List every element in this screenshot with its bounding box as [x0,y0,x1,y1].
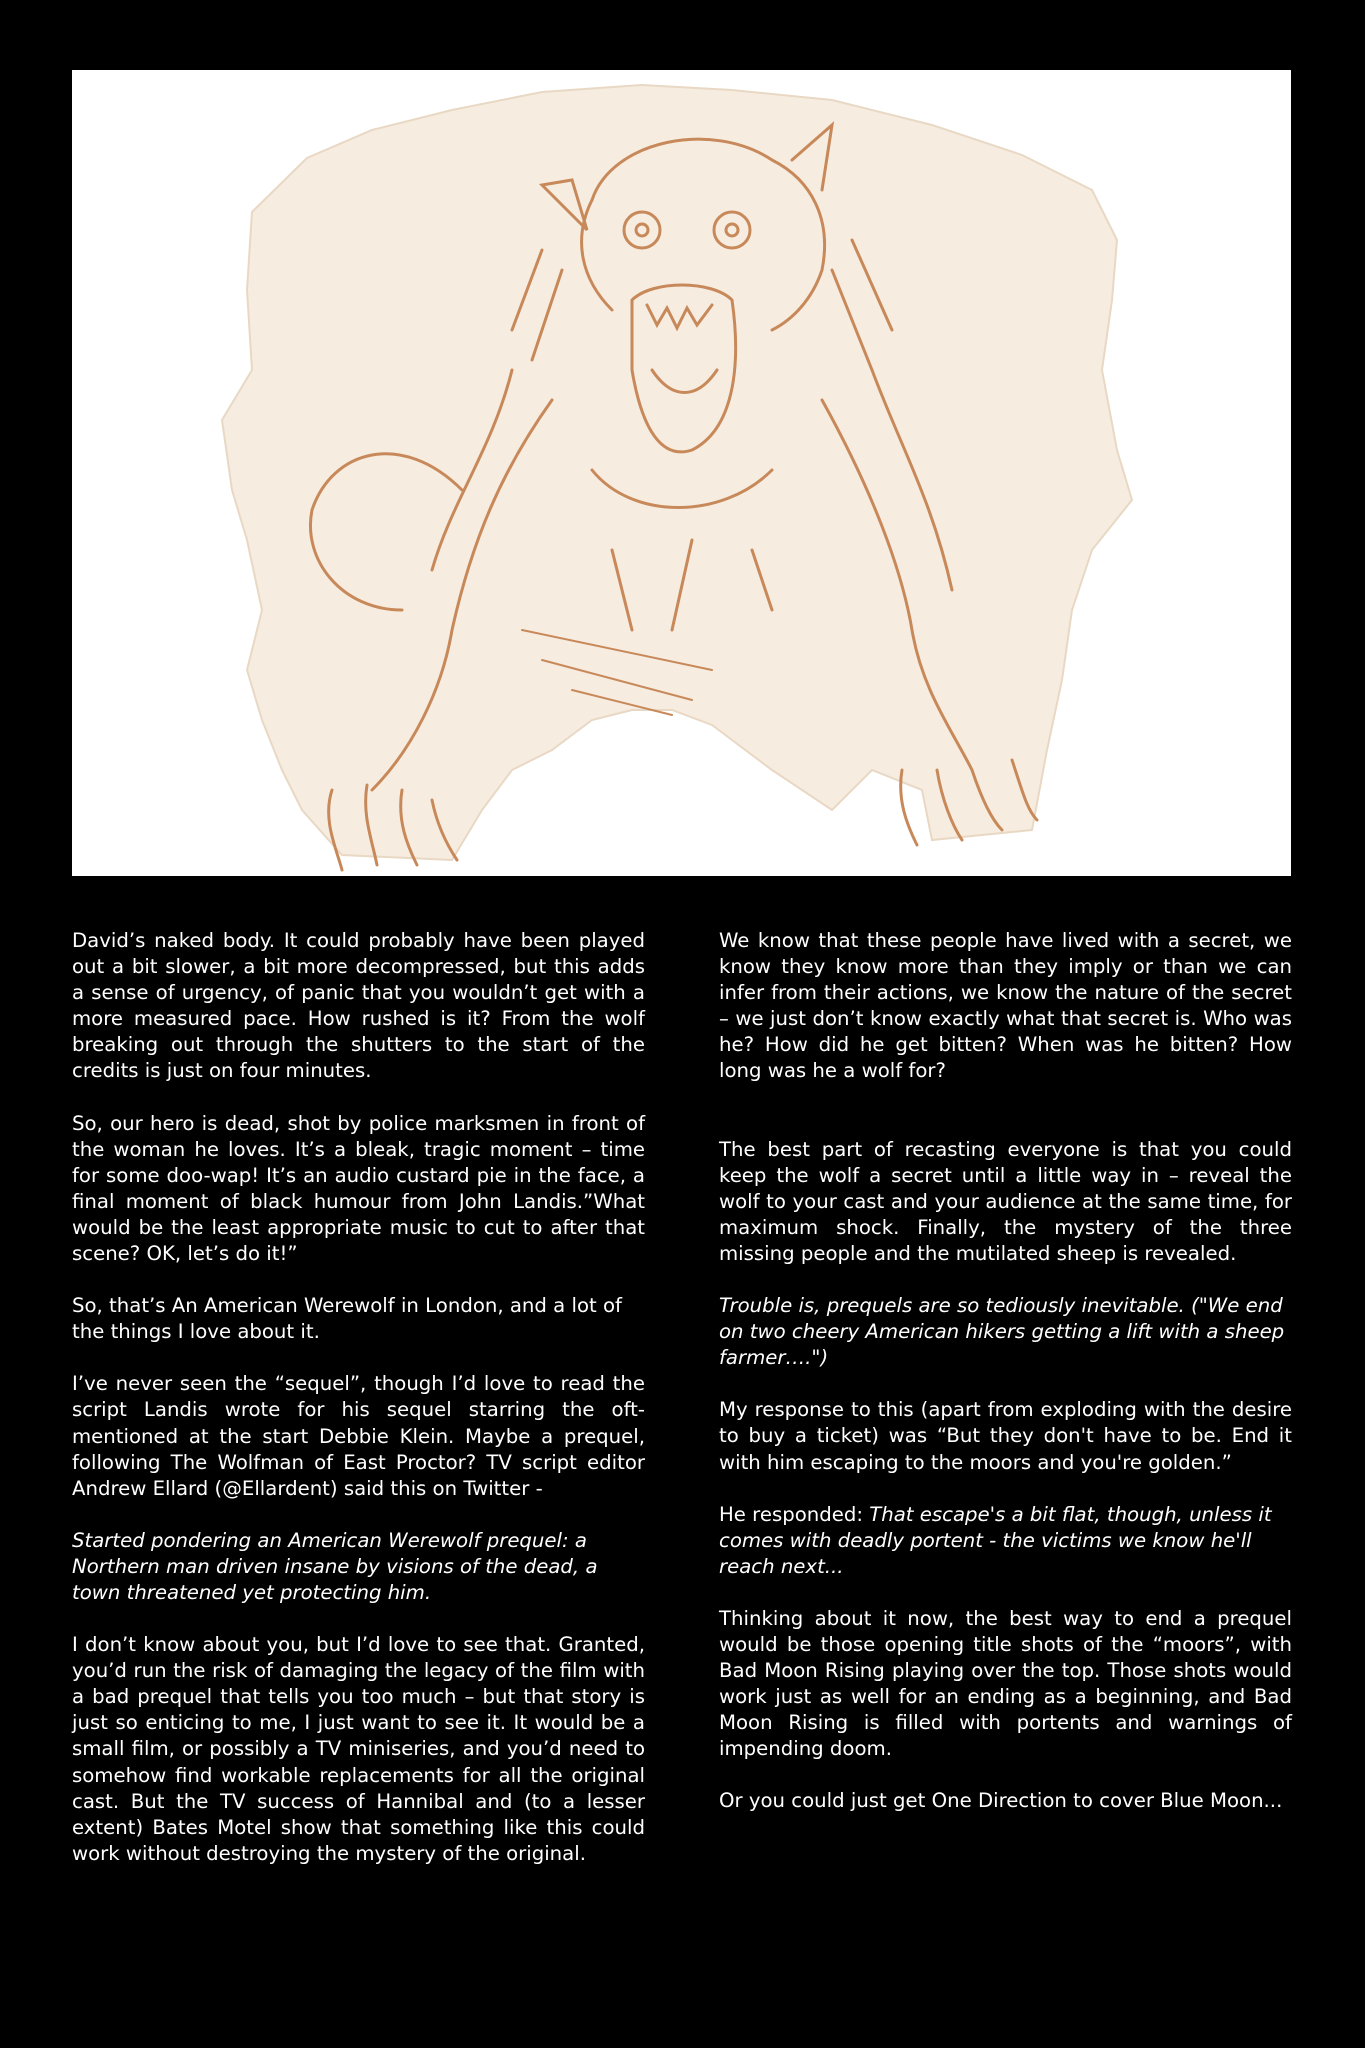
quote-paragraph: Trouble is, prequels are so tediously inevitable. ("We end on two cheery American hikers getting a lift with a sheep farmer….") [719,1294,1285,1370]
paragraph: We know that these people have lived with a secret, we know they know more than they imply or than we can infer from their actions, we know the nature of the secret – we just don’t know exactly what that secret is. Who was he? How did he get bitten? When was he bitten? How long was he a wolf for? [719,929,1292,1083]
torn-paper [222,85,1132,860]
paragraph: Thinking about it now, the best way to end a prequel would be those opening title shots of the “moors”, with Bad Moon Rising playing over the top. Those shots would work just as well for an ending as a beginning, and Bad Moon Rising is filled with portents and warnings of impending doom. [719,1606,1292,1761]
illustration-panel [72,70,1291,876]
right-column [719,928,1292,1841]
response-paragraph: He responded: That escape's a bit flat, though, unless it comes with deadly portent - the victims we know he'll reach next... [719,1502,1272,1578]
paragraph: Or you could just get One Direction to cover Blue Moon... [719,1789,1283,1813]
twitter-quote: Started pondering an American Werewolf prequel: a Northern man driven insane by visions of the dead, a town threatened yet protecting him. [72,1528,598,1604]
paragraph: I’ve never seen the “sequel”, though I’d love to read the script Landis wrote for his sequel starring the oft-mentioned at the start Debbie Klein. Maybe a prequel, following The Wolfman of East Proctor? TV script editor Andrew Ellard (@Ellardent) said this on Twitter - [72,1372,645,1500]
paragraph: The best part of recasting everyone is that you could keep the wolf a secret until a little way in – reveal the wolf to your cast and your audience at the same time, for maximum shock. Finally, the mystery of the three missing people and the mutilated sheep is revealed. [719,1137,1292,1265]
paragraph: David’s naked body. It could probably have been played out a bit slower, a bit more decompressed, but this adds a sense of urgency, of panic that you wouldn’t get with a more measured pace. How rushed is it? From the wolf breaking out through the shutters to the start of the credits is just on four minutes. [72,929,645,1083]
paragraph: I don’t know about you, but I’d love to see that. Granted, you’d run the risk of damaging the legacy of the film with a bad prequel that tells you too much – but that story is just so enticing to me, I just want to see it. It would be a small film, or possibly a TV miniseries, and you’d need to somehow find workable replacements for all the original cast. But the TV success of Hannibal and (to a lesser extent) Bates Motel show that something like this could work without destroying the mystery of the original. [72,1633,645,1865]
paragraph: So, our hero is dead, shot by police marksmen in front of the woman he loves. It’s a bleak, tragic moment – time for some doo-wap! It’s an audio custard pie in the face, a final moment of black humour from John Landis.”What would be the least appropriate music to cut to after that scene? OK, let’s do it!” [72,1111,645,1266]
werewolf-sketch-icon [72,70,1291,876]
left-column [72,928,645,1893]
paragraph: My response to this (apart from exploding with the desire to buy a ticket) was “But they don't have to be. End it with him escaping to the moors and you're golden.” [719,1398,1292,1474]
paragraph: So, that’s An American Werewolf in London, and a lot of the things I love about it. [72,1294,622,1344]
